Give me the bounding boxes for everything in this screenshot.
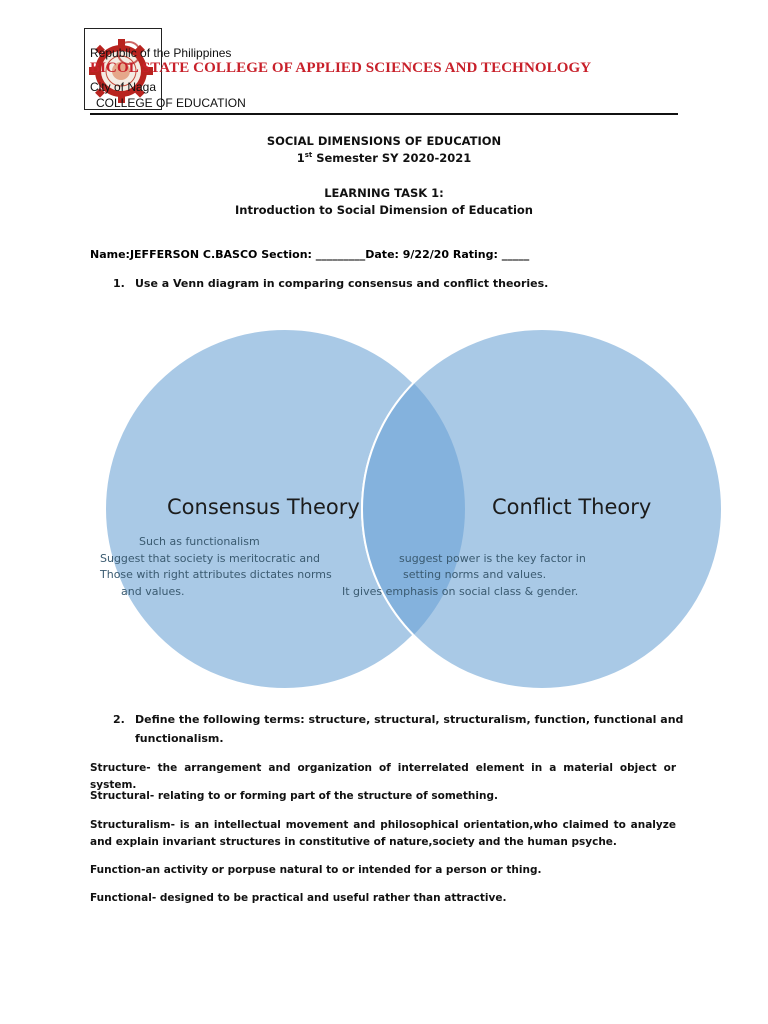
venn-label-consensus: Consensus Theory bbox=[167, 495, 360, 519]
header-college-name: BICOL STATE COLLEGE OF APPLIED SCIENCES AND TECHNOLOGY bbox=[90, 60, 592, 76]
student-info-line: Name:JEFFERSON C.BASCO Section: _________Date: 9/22/20 Rating: _____ bbox=[90, 248, 530, 261]
consensus-text-line: Suggest that society is meritocratic and bbox=[100, 552, 321, 565]
semester-line: 1st Semester SY 2020-2021 bbox=[296, 151, 472, 165]
header-department: COLLEGE OF EDUCATION bbox=[96, 96, 246, 110]
definition-structural: Structural- relating to or forming part of the structure of something. bbox=[90, 790, 498, 802]
consensus-text-line: Such as functionalism bbox=[139, 535, 260, 548]
definition-functional: Functional- designed to be practical and useful rather than attractive. bbox=[90, 892, 507, 904]
venn-diagram bbox=[0, 300, 768, 710]
header-republic: Republic of the Philippines bbox=[90, 46, 232, 60]
consensus-text-line: Those with right attributes dictates norms bbox=[100, 568, 332, 581]
definition-structure: Structure- the arrangement and organization of interrelated element in a material object or system. bbox=[90, 762, 676, 791]
course-title: SOCIAL DIMENSIONS OF EDUCATION bbox=[266, 134, 502, 148]
conflict-text-line: setting norms and values. bbox=[403, 568, 547, 581]
conflict-text-line: suggest power is the key factor in bbox=[399, 552, 586, 565]
definition-structuralism: Structuralism- is an intellectual movement and philosophical orientation,who claimed to analyze and explain invariant structures in constitutive of nature,society and the human psyche. bbox=[90, 819, 676, 848]
definition-function: Function-an activity or porpuse natural to or intended for a person or thing. bbox=[90, 864, 542, 876]
question-1: 1. Use a Venn diagram in comparing consensus and conflict theories. bbox=[113, 277, 549, 290]
header-city: City of Naga bbox=[90, 80, 157, 94]
consensus-text-line: and values. bbox=[121, 585, 185, 598]
header-divider bbox=[90, 113, 678, 115]
task-title: LEARNING TASK 1: bbox=[324, 186, 444, 200]
question-2-continued: functionalism. bbox=[135, 732, 224, 745]
question-2: 2. Define the following terms: structure, structural, structuralism, function, functional and bbox=[113, 713, 684, 726]
conflict-text-line: It gives emphasis on social class & gender. bbox=[342, 585, 579, 598]
venn-label-conflict: Conflict Theory bbox=[492, 495, 652, 519]
task-topic: Introduction to Social Dimension of Education bbox=[235, 203, 533, 217]
